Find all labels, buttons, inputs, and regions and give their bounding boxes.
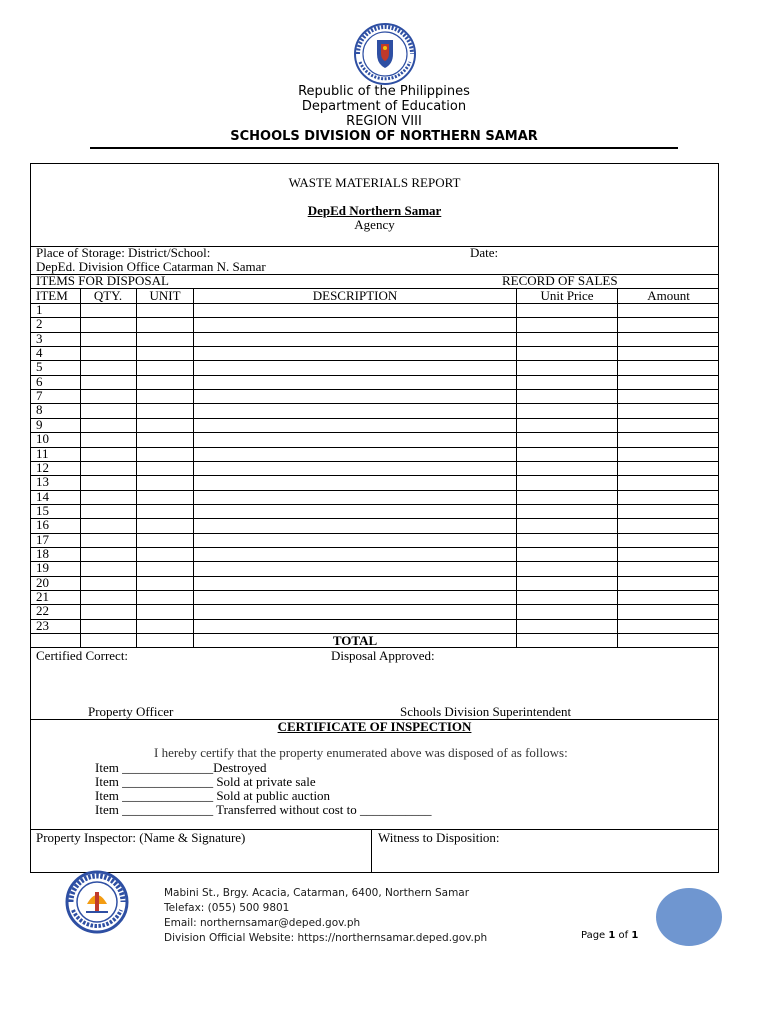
witness-label: Witness to Disposition: — [378, 830, 500, 845]
table-row-line — [30, 447, 719, 448]
table-row-number: 6 — [36, 374, 43, 389]
col-unit-price: Unit Price — [540, 288, 594, 303]
page-of: of — [615, 930, 632, 941]
table-row-line — [30, 303, 719, 304]
storage-label: Place of Storage: District/School: — [36, 245, 211, 260]
table-row-line — [30, 504, 719, 505]
agency-name: DepEd Northern Samar — [307, 203, 442, 218]
table-column-line — [617, 288, 618, 647]
header-department: Department of Education — [301, 99, 467, 114]
table-row-line — [30, 389, 719, 390]
table-row-line — [30, 403, 719, 404]
table-column-line — [516, 288, 517, 647]
table-row-line — [30, 375, 719, 376]
agency-label: Agency — [354, 217, 395, 232]
table-row-line — [30, 604, 719, 605]
table-row-number: 5 — [36, 359, 43, 374]
disposal-approved-label: Disposal Approved: — [331, 648, 435, 663]
page-number — [581, 930, 638, 941]
inspection-line-public-auction: Item ______________ Sold at public auction — [95, 788, 331, 803]
table-row-line — [30, 533, 719, 534]
division-seal-icon — [60, 870, 134, 934]
table-row-line — [30, 475, 719, 476]
footer-address: Mabini St., Brgy. Acacia, Catarman, 6400, Northern Samar — [164, 887, 470, 899]
certified-correct-label: Certified Correct: — [36, 648, 129, 663]
table-row-number: 19 — [36, 560, 49, 575]
col-item: ITEM — [36, 288, 68, 303]
table-row-number: 15 — [36, 503, 49, 518]
table-row-line — [30, 518, 719, 519]
decorative-circle — [656, 888, 722, 946]
date-label: Date: — [470, 245, 499, 260]
header-republic: Republic of the Philippines — [298, 84, 470, 99]
superintendent-label: Schools Division Superintendent — [400, 704, 572, 719]
storage-value: DepEd. Division Office Catarman N. Samar — [36, 259, 266, 274]
table-column-line — [136, 288, 137, 647]
divider-witness-vertical — [371, 829, 372, 873]
table-row-line — [30, 461, 719, 462]
table-row-number: 16 — [36, 517, 49, 532]
table-row-number: 3 — [36, 331, 43, 346]
table-column-line — [80, 288, 81, 647]
col-unit: UNIT — [149, 288, 181, 303]
table-row-number: 10 — [36, 431, 49, 446]
letterhead — [0, 84, 768, 144]
page-prefix: Page — [581, 930, 609, 941]
table-row-number: 12 — [36, 460, 49, 475]
table-row-number: 8 — [36, 402, 43, 417]
table-row-line — [30, 332, 719, 333]
table-column-line — [193, 288, 194, 647]
total-label: TOTAL — [332, 633, 378, 648]
table-row-line — [30, 317, 719, 318]
table-row-number: 23 — [36, 618, 49, 633]
inspection-title: CERTIFICATE OF INSPECTION — [277, 719, 472, 734]
inspection-statement: I hereby certify that the property enumerated above was disposed of as follows: — [154, 745, 568, 760]
table-row-number: 17 — [36, 532, 49, 547]
items-for-disposal-heading: ITEMS FOR DISPOSAL — [36, 273, 169, 288]
footer-email: Email: northernsamar@deped.gov.ph — [164, 917, 361, 929]
table-row-number: 13 — [36, 474, 49, 489]
property-officer-label: Property Officer — [88, 704, 174, 719]
table-row-number: 20 — [36, 575, 49, 590]
table-row-number: 7 — [36, 388, 43, 403]
table-row-number: 18 — [36, 546, 49, 561]
table-row-number: 21 — [36, 589, 49, 604]
table-row-line — [30, 561, 719, 562]
table-row-number: 4 — [36, 345, 43, 360]
table-row-line — [30, 547, 719, 548]
table-row-line — [30, 619, 719, 620]
header-divider — [90, 147, 678, 149]
inspection-line-private-sale: Item ______________ Sold at private sale — [95, 774, 316, 789]
table-row-line — [30, 576, 719, 577]
inspection-line-transferred: Item ______________ Transferred without cost to ___________ — [95, 802, 432, 817]
table-row-number: 22 — [36, 603, 49, 618]
footer-telefax: Telefax: (055) 500 9801 — [164, 902, 290, 914]
table-row-number: 2 — [36, 316, 43, 331]
table-row-line — [30, 360, 719, 361]
col-description: DESCRIPTION — [312, 288, 398, 303]
table-row-number: 14 — [36, 489, 49, 504]
table-row-number: 1 — [36, 302, 43, 317]
page-current: 1 — [608, 930, 616, 941]
table-row-line — [30, 432, 719, 433]
property-inspector-label: Property Inspector: (Name & Signature) — [36, 830, 246, 845]
deped-seal-icon — [348, 22, 422, 86]
footer-website: Division Official Website: https://northernsamar.deped.gov.ph — [164, 932, 488, 944]
header-division: SCHOOLS DIVISION OF NORTHERN SAMAR — [230, 129, 538, 144]
table-row-line — [30, 418, 719, 419]
table-row-line — [30, 590, 719, 591]
inspection-line-destroyed: Item ______________Destroyed — [95, 760, 267, 775]
page-total: 1 — [631, 930, 639, 941]
report-title: WASTE MATERIALS REPORT — [288, 175, 461, 190]
col-amount: Amount — [647, 288, 690, 303]
table-row-number: 11 — [36, 446, 49, 461]
col-qty: QTY. — [93, 288, 123, 303]
record-of-sales-heading: RECORD OF SALES — [502, 273, 618, 288]
table-row-line — [30, 490, 719, 491]
header-region: REGION VIII — [346, 114, 422, 129]
footer-contact — [164, 886, 487, 946]
table-row-line — [30, 346, 719, 347]
table-row-number: 9 — [36, 417, 43, 432]
